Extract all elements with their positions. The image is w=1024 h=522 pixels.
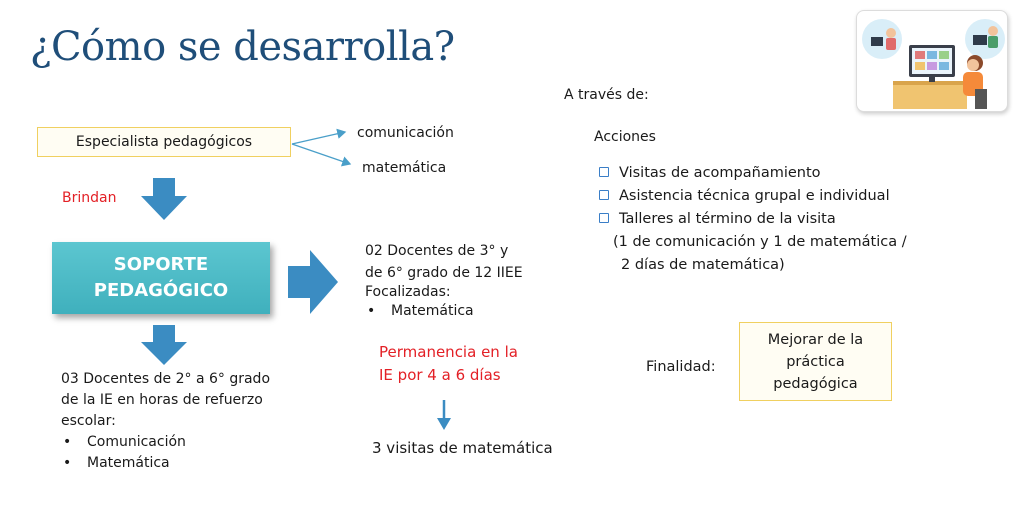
- docentes-refuerzo-text: [61, 369, 270, 474]
- permanencia-line: IE por 4 a 6 días: [379, 366, 501, 384]
- docentes-mid-line: Focalizadas:: [365, 284, 451, 300]
- list-item: • Matemática: [365, 300, 523, 322]
- acciones-sub-line: 2 días de matemática): [621, 257, 785, 273]
- docentes-mid-list: [365, 300, 523, 322]
- soporte-line-1: SOPORTE: [113, 254, 209, 275]
- permanencia-line: Permanencia en la: [379, 343, 518, 361]
- list-item: Visitas de acompañamiento: [597, 162, 907, 185]
- teacher-computer-icon: [857, 11, 1007, 111]
- especialista-label: Especialista pedagógicos: [75, 133, 253, 150]
- acciones-sub-line: (1 de comunicación y 1 de matemática /: [613, 234, 907, 250]
- list-item: Talleres al término de la visita: [597, 208, 907, 231]
- soporte-pedagogico-box: [52, 242, 270, 314]
- checkbox-square-icon: [599, 213, 609, 223]
- checkbox-square-icon: [599, 167, 609, 177]
- finalidad-line: pedagógica: [773, 375, 858, 392]
- down-arrow-icon: [141, 178, 187, 220]
- page-title: ¿Cómo se desarrolla?: [30, 24, 455, 70]
- docentes-left-line: de la IE en horas de refuerzo: [61, 392, 263, 408]
- docentes-focalizadas-text: [365, 240, 523, 322]
- finalidad-line: Mejorar de la: [767, 331, 864, 348]
- right-arrow-icon: [288, 250, 338, 314]
- docentes-mid-line: de 6° grado de 12 IIEE: [365, 265, 523, 281]
- list-item: • Matemática: [61, 453, 270, 474]
- docentes-left-list: [61, 432, 270, 474]
- brindan-label: Brindan: [62, 190, 117, 206]
- finalidad-line: práctica: [786, 353, 845, 370]
- docentes-mid-line: 02 Docentes de 3° y: [365, 243, 509, 259]
- list-item: Asistencia técnica grupal e individual: [597, 185, 907, 208]
- illustration: [856, 10, 1008, 112]
- docentes-left-line: 03 Docentes de 2° a 6° grado: [61, 371, 271, 387]
- area-comunicacion: comunicación: [357, 125, 454, 141]
- finalidad-label: Finalidad:: [646, 359, 716, 375]
- checkbox-square-icon: [599, 190, 609, 200]
- small-down-arrow-icon: [437, 400, 451, 430]
- branch-arrows: [290, 122, 360, 172]
- acciones-block: [597, 162, 907, 277]
- permanencia-text: [379, 341, 518, 387]
- especialista-box: [37, 127, 291, 157]
- a-traves-label: A través de:: [564, 87, 649, 103]
- list-item: • Comunicación: [61, 432, 270, 453]
- acciones-list: [597, 162, 907, 231]
- docentes-left-line: escolar:: [61, 413, 116, 429]
- visitas-text: 3 visitas de matemática: [372, 439, 553, 457]
- soporte-line-2: PEDAGÓGICO: [93, 280, 229, 301]
- area-matematica: matemática: [362, 160, 447, 176]
- acciones-title: Acciones: [594, 129, 656, 145]
- finalidad-box: [739, 322, 892, 401]
- down-arrow-icon: [141, 325, 187, 365]
